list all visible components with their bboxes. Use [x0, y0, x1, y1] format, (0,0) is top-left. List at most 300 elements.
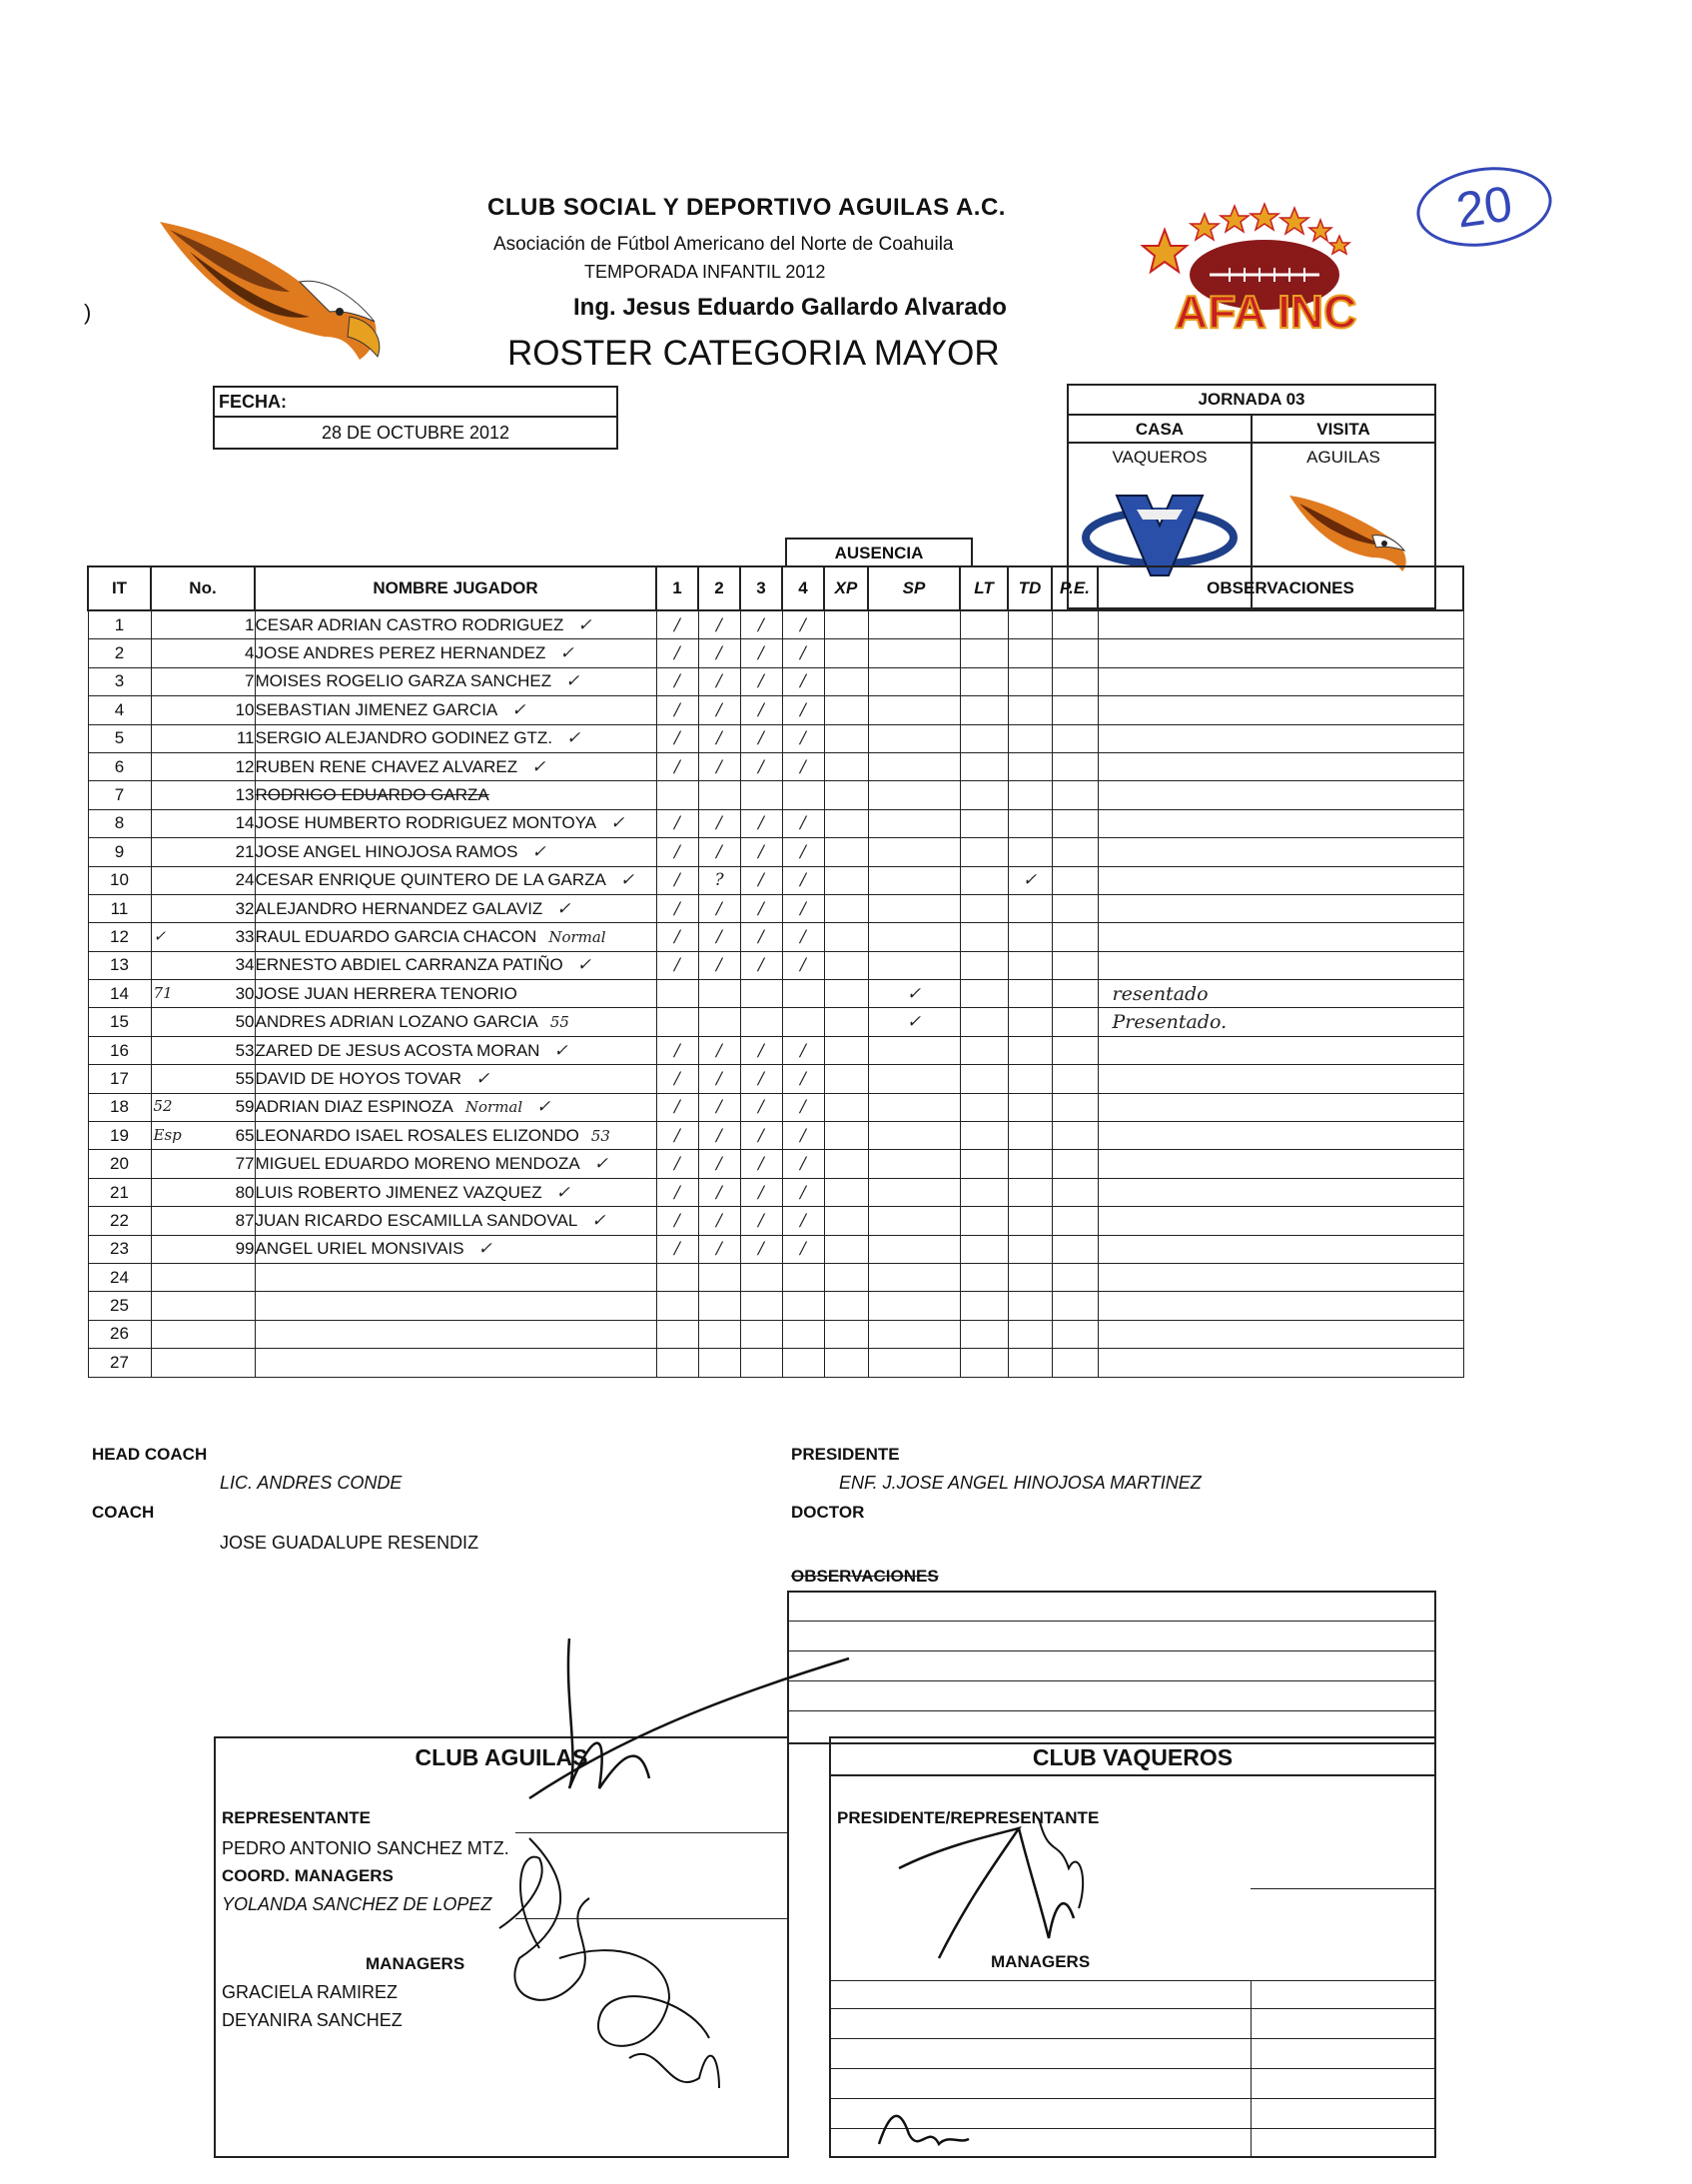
player-name: LUIS ROBERTO JIMENEZ VAZQUEZ	[255, 1182, 542, 1202]
row-it: 24	[88, 1263, 151, 1291]
quarter-mark: /	[782, 1036, 824, 1064]
td-cell	[1008, 639, 1052, 667]
table-row	[88, 667, 1463, 695]
quarter-mark: /	[698, 1207, 740, 1235]
row-observaciones	[1098, 639, 1463, 667]
row-number-value: 99	[235, 1239, 255, 1259]
xp-cell	[824, 781, 868, 809]
player-name: JOSE HUMBERTO RODRIGUEZ MONTOYA	[255, 813, 597, 833]
row-it: 19	[88, 1122, 151, 1150]
table-row	[88, 724, 1463, 752]
quarter-mark: /	[782, 866, 824, 894]
sp-cell	[868, 1150, 960, 1178]
td-cell	[1008, 951, 1052, 979]
td-cell	[1008, 1093, 1052, 1121]
row-number	[151, 1178, 255, 1206]
table-row	[88, 866, 1463, 894]
td-cell	[1008, 923, 1052, 951]
player-name: ANDRES ADRIAN LOZANO GARCIA	[255, 1012, 538, 1032]
casa-label: CASA	[1135, 420, 1185, 439]
lt-cell	[960, 1065, 1008, 1093]
pe-cell	[1052, 696, 1098, 724]
row-number	[151, 1235, 255, 1263]
pe-cell	[1052, 1036, 1098, 1064]
col-it: IT	[88, 566, 151, 610]
sp-cell	[868, 1320, 960, 1348]
table-row	[88, 1320, 1463, 1348]
representante-name: PEDRO ANTONIO SANCHEZ MTZ.	[222, 1838, 509, 1858]
row-number-annotation: 52	[153, 1097, 173, 1116]
pe-cell	[1052, 1150, 1098, 1178]
row-it: 27	[88, 1349, 151, 1377]
quarter-mark	[656, 1349, 698, 1377]
row-number-value: 1	[245, 614, 255, 634]
pe-cell	[1052, 923, 1098, 951]
quarter-mark: /	[782, 639, 824, 667]
row-number-value: 21	[235, 841, 255, 861]
row-it: 7	[88, 781, 151, 809]
quarter-mark: /	[782, 1178, 824, 1206]
row-observaciones	[1098, 1036, 1463, 1064]
quarter-mark: /	[656, 951, 698, 979]
quarter-mark: /	[782, 610, 824, 639]
pe-cell	[1052, 667, 1098, 695]
table-row	[88, 1349, 1463, 1377]
quarter-mark: /	[656, 1178, 698, 1206]
lt-cell	[960, 667, 1008, 695]
row-it: 12	[88, 923, 151, 951]
xp-cell	[824, 1292, 868, 1320]
sp-cell	[868, 610, 960, 639]
eagle-logo-icon	[150, 212, 390, 362]
xp-cell	[824, 696, 868, 724]
quarter-mark: /	[740, 838, 782, 866]
pe-cell	[1052, 1263, 1098, 1291]
table-row	[88, 1008, 1463, 1036]
quarter-mark	[782, 980, 824, 1008]
quarter-mark: /	[740, 809, 782, 837]
row-it: 1	[88, 610, 151, 639]
pe-cell	[1052, 781, 1098, 809]
pe-cell	[1052, 1008, 1098, 1036]
row-number-annotation: ✓	[153, 926, 167, 945]
row-number-value: 34	[235, 955, 255, 975]
row-number	[151, 696, 255, 724]
quarter-mark	[656, 1008, 698, 1036]
pe-cell	[1052, 1178, 1098, 1206]
td-cell: ✓	[1008, 866, 1052, 894]
quarter-mark	[782, 1349, 824, 1377]
quarter-mark: /	[740, 923, 782, 951]
xp-cell	[824, 1150, 868, 1178]
check-icon: ✓	[593, 1154, 608, 1175]
fecha-label: FECHA:	[215, 388, 616, 418]
quarter-mark: /	[740, 951, 782, 979]
sp-cell	[868, 1178, 960, 1206]
quarter-mark: /	[656, 610, 698, 639]
row-it: 20	[88, 1150, 151, 1178]
row-number	[151, 838, 255, 866]
row-name	[255, 866, 656, 894]
row-it: 8	[88, 809, 151, 837]
lt-cell	[960, 752, 1008, 780]
pe-cell	[1052, 894, 1098, 922]
row-observaciones	[1098, 866, 1463, 894]
lt-cell	[960, 923, 1008, 951]
lt-cell	[960, 1150, 1008, 1178]
row-observaciones	[1098, 838, 1463, 866]
player-name: SERGIO ALEJANDRO GODINEZ GTZ.	[255, 728, 553, 748]
pe-cell	[1052, 1122, 1098, 1150]
quarter-mark: /	[698, 923, 740, 951]
visita-label: VISITA	[1316, 420, 1370, 439]
row-name	[255, 838, 656, 866]
td-cell	[1008, 1263, 1052, 1291]
row-number-value: 33	[235, 926, 255, 946]
quarter-mark	[698, 980, 740, 1008]
lt-cell	[960, 1292, 1008, 1320]
xp-cell	[824, 639, 868, 667]
sp-cell	[868, 667, 960, 695]
td-cell	[1008, 781, 1052, 809]
col-xp: XP	[824, 566, 868, 610]
player-name: CESAR ENRIQUE QUINTERO DE LA GARZA	[255, 870, 606, 890]
td-cell	[1008, 1292, 1052, 1320]
td-cell	[1008, 1320, 1052, 1348]
sp-cell	[868, 752, 960, 780]
player-name: ANGEL URIEL MONSIVAIS	[255, 1239, 464, 1259]
table-row	[88, 1207, 1463, 1235]
row-number	[151, 1008, 255, 1036]
managers-label: MANAGERS	[366, 1954, 465, 1973]
quarter-mark: /	[698, 1235, 740, 1263]
quarter-mark	[740, 1320, 782, 1348]
row-name	[255, 1122, 656, 1150]
quarter-mark: /	[656, 724, 698, 752]
xp-cell	[824, 809, 868, 837]
handwritten-note: Normal	[548, 927, 606, 946]
player-name: RAUL EDUARDO GARCIA CHACON	[255, 926, 537, 946]
quarter-mark: /	[656, 1150, 698, 1178]
row-it: 5	[88, 724, 151, 752]
player-name: JOSE ANGEL HINOJOSA RAMOS	[255, 841, 518, 861]
td-cell	[1008, 809, 1052, 837]
quarter-mark	[698, 1292, 740, 1320]
quarter-mark: /	[740, 667, 782, 695]
row-name	[255, 809, 656, 837]
td-cell	[1008, 667, 1052, 695]
club-vaqueros-title: CLUB VAQUEROS	[1032, 1744, 1234, 1770]
quarter-mark: /	[656, 866, 698, 894]
row-number	[151, 1263, 255, 1291]
row-observaciones	[1098, 1207, 1463, 1235]
col-q2: 2	[698, 566, 740, 610]
td-cell	[1008, 1150, 1052, 1178]
row-number-value: 59	[235, 1097, 255, 1117]
quarter-mark: /	[656, 1122, 698, 1150]
row-it: 2	[88, 639, 151, 667]
check-icon: ✓	[619, 870, 635, 891]
pe-cell	[1052, 1292, 1098, 1320]
table-row	[88, 1093, 1463, 1121]
td-cell	[1008, 894, 1052, 922]
td-cell	[1008, 1207, 1052, 1235]
player-name: MIGUEL EDUARDO MORENO MENDOZA	[255, 1154, 580, 1174]
quarter-mark: /	[740, 1150, 782, 1178]
quarter-mark: /	[740, 1235, 782, 1263]
coach-name: JOSE GUADALUPE RESENDIZ	[220, 1533, 479, 1553]
row-observaciones	[1098, 1235, 1463, 1263]
row-name	[255, 1235, 656, 1263]
col-name: NOMBRE JUGADOR	[255, 566, 656, 610]
row-name	[255, 1008, 656, 1036]
xp-cell	[824, 1093, 868, 1121]
quarter-mark: /	[740, 866, 782, 894]
table-header-row	[88, 566, 1463, 610]
row-it: 6	[88, 752, 151, 780]
row-observaciones	[1098, 781, 1463, 809]
quarter-mark: /	[698, 1150, 740, 1178]
season-label: TEMPORADA INFANTIL 2012	[584, 262, 826, 282]
col-q4: 4	[782, 566, 824, 610]
quarter-mark: /	[740, 610, 782, 639]
row-name	[255, 1207, 656, 1235]
row-number-value: 4	[245, 643, 255, 663]
quarter-mark: /	[782, 667, 824, 695]
quarter-mark: /	[656, 1036, 698, 1064]
quarter-mark: /	[782, 838, 824, 866]
row-number	[151, 1065, 255, 1093]
xp-cell	[824, 894, 868, 922]
check-icon: ✓	[559, 643, 574, 664]
lt-cell	[960, 1178, 1008, 1206]
td-cell	[1008, 1036, 1052, 1064]
quarter-mark: /	[782, 1065, 824, 1093]
check-icon: ✓	[591, 1210, 606, 1231]
xp-cell	[824, 610, 868, 639]
td-cell	[1008, 980, 1052, 1008]
lt-cell	[960, 696, 1008, 724]
lt-cell	[960, 1036, 1008, 1064]
afa-inc-logo-icon	[1135, 200, 1394, 340]
table-row	[88, 1065, 1463, 1093]
quarter-mark	[656, 980, 698, 1008]
row-observaciones: Presentado.	[1098, 1008, 1463, 1036]
xp-cell	[824, 980, 868, 1008]
row-observaciones	[1098, 610, 1463, 639]
row-it: 25	[88, 1292, 151, 1320]
row-name	[255, 1349, 656, 1377]
handwritten-note: Normal	[464, 1098, 523, 1117]
col-td: TD	[1008, 566, 1052, 610]
quarter-mark	[698, 1349, 740, 1377]
head-coach-name: LIC. ANDRES CONDE	[220, 1473, 403, 1493]
row-name	[255, 1178, 656, 1206]
quarter-mark: /	[656, 752, 698, 780]
quarter-mark: /	[698, 610, 740, 639]
row-number-value: 30	[235, 983, 255, 1003]
td-cell	[1008, 752, 1052, 780]
row-it: 15	[88, 1008, 151, 1036]
td-cell	[1008, 838, 1052, 866]
row-it: 16	[88, 1036, 151, 1064]
sp-cell	[868, 1235, 960, 1263]
row-observaciones	[1098, 752, 1463, 780]
row-number	[151, 1093, 255, 1121]
row-number	[151, 1292, 255, 1320]
row-number	[151, 1207, 255, 1235]
row-name	[255, 724, 656, 752]
president-name: ENF. J.JOSE ANGEL HINOJOSA MARTINEZ	[839, 1473, 1202, 1493]
col-lt: LT	[960, 566, 1008, 610]
handwritten-note: 55	[549, 1013, 569, 1032]
row-observaciones	[1098, 1093, 1463, 1121]
lt-cell	[960, 1235, 1008, 1263]
quarter-mark: /	[698, 752, 740, 780]
xp-cell	[824, 1320, 868, 1348]
table-row	[88, 752, 1463, 780]
pe-cell	[1052, 1065, 1098, 1093]
pe-cell	[1052, 838, 1098, 866]
row-name	[255, 951, 656, 979]
quarter-mark: /	[782, 696, 824, 724]
quarter-mark: /	[698, 951, 740, 979]
fecha-box	[213, 386, 618, 450]
pe-cell	[1052, 809, 1098, 837]
row-observaciones	[1098, 696, 1463, 724]
check-icon: ✓	[511, 699, 526, 720]
quarter-mark: /	[656, 1207, 698, 1235]
lt-cell	[960, 1008, 1008, 1036]
row-number-annotation: Esp	[153, 1125, 182, 1144]
td-cell	[1008, 1008, 1052, 1036]
quarter-mark: /	[698, 809, 740, 837]
xp-cell	[824, 1235, 868, 1263]
td-cell	[1008, 1235, 1052, 1263]
row-name	[255, 667, 656, 695]
quarter-mark: /	[740, 1036, 782, 1064]
table-row	[88, 639, 1463, 667]
quarter-mark: /	[698, 1178, 740, 1206]
td-cell	[1008, 696, 1052, 724]
xp-cell	[824, 1008, 868, 1036]
col-q3: 3	[740, 566, 782, 610]
row-it: 11	[88, 894, 151, 922]
quarter-mark: /	[740, 752, 782, 780]
td-cell	[1008, 1122, 1052, 1150]
vaqueros-managers-label: MANAGERS	[991, 1952, 1091, 1971]
quarter-mark: /	[782, 1235, 824, 1263]
lt-cell	[960, 1263, 1008, 1291]
quarter-mark: /	[782, 809, 824, 837]
row-observaciones	[1098, 1122, 1463, 1150]
check-icon: ✓	[477, 1239, 492, 1260]
player-name: LEONARDO ISAEL ROSALES ELIZONDO	[255, 1125, 579, 1145]
row-observaciones	[1098, 951, 1463, 979]
player-name: ERNESTO ABDIEL CARRANZA PATIÑO	[255, 955, 563, 975]
row-it: 10	[88, 866, 151, 894]
row-it: 26	[88, 1320, 151, 1348]
club-title: CLUB SOCIAL Y DEPORTIVO AGUILAS A.C.	[487, 194, 1006, 221]
check-icon: ✓	[566, 728, 581, 749]
row-name	[255, 1093, 656, 1121]
row-it: 21	[88, 1178, 151, 1206]
sp-cell	[868, 1263, 960, 1291]
quarter-mark: /	[782, 752, 824, 780]
coach-label: COACH	[92, 1503, 155, 1522]
row-name	[255, 781, 656, 809]
row-number	[151, 724, 255, 752]
quarter-mark	[740, 1008, 782, 1036]
pe-cell	[1052, 639, 1098, 667]
sp-cell	[868, 894, 960, 922]
check-icon: ✓	[536, 1097, 551, 1118]
row-number-value: 12	[235, 756, 255, 776]
player-name: RUBEN RENE CHAVEZ ALVAREZ	[255, 756, 518, 776]
row-number-value: 32	[235, 898, 255, 918]
aguilas-small-logo-icon	[1284, 486, 1414, 575]
row-number-value: 87	[235, 1210, 255, 1230]
row-name	[255, 1292, 656, 1320]
quarter-mark: /	[698, 1065, 740, 1093]
sp-cell	[868, 781, 960, 809]
row-name	[255, 752, 656, 780]
xp-cell	[824, 923, 868, 951]
col-sp: SP	[868, 566, 960, 610]
quarter-mark: /	[656, 1093, 698, 1121]
quarter-mark	[740, 1263, 782, 1291]
presidente-representante-label: PRESIDENTE/REPRESENTANTE	[837, 1808, 1100, 1827]
row-number	[151, 809, 255, 837]
sp-cell	[868, 1207, 960, 1235]
lt-cell	[960, 838, 1008, 866]
aguilas-signature-icon	[469, 1619, 889, 2138]
quarter-mark: /	[740, 1178, 782, 1206]
row-number-value: 10	[235, 699, 255, 719]
quarter-mark	[740, 1292, 782, 1320]
quarter-mark	[782, 1263, 824, 1291]
row-name	[255, 610, 656, 639]
row-number	[151, 1122, 255, 1150]
sp-cell	[868, 1349, 960, 1377]
quarter-mark: /	[656, 667, 698, 695]
sp-cell: ✓	[868, 980, 960, 1008]
quarter-mark: /	[740, 1122, 782, 1150]
row-observaciones	[1098, 894, 1463, 922]
player-name: ADRIAN DIAZ ESPINOZA	[255, 1097, 453, 1117]
quarter-mark	[698, 1320, 740, 1348]
check-icon: ✓	[531, 756, 546, 777]
sp-cell	[868, 639, 960, 667]
quarter-mark: /	[656, 696, 698, 724]
row-it: 13	[88, 951, 151, 979]
pe-cell	[1052, 866, 1098, 894]
row-number-value: 24	[235, 870, 255, 890]
club-aguilas-title: CLUB AGUILAS	[415, 1744, 588, 1770]
quarter-mark: /	[782, 1122, 824, 1150]
row-number	[151, 1150, 255, 1178]
row-number	[151, 639, 255, 667]
row-it: 3	[88, 667, 151, 695]
row-it: 9	[88, 838, 151, 866]
check-icon: ✓	[610, 813, 625, 834]
quarter-mark	[782, 1320, 824, 1348]
row-name	[255, 1065, 656, 1093]
pe-cell	[1052, 1320, 1098, 1348]
xp-cell	[824, 866, 868, 894]
sp-cell	[868, 1093, 960, 1121]
row-it: 17	[88, 1065, 151, 1093]
